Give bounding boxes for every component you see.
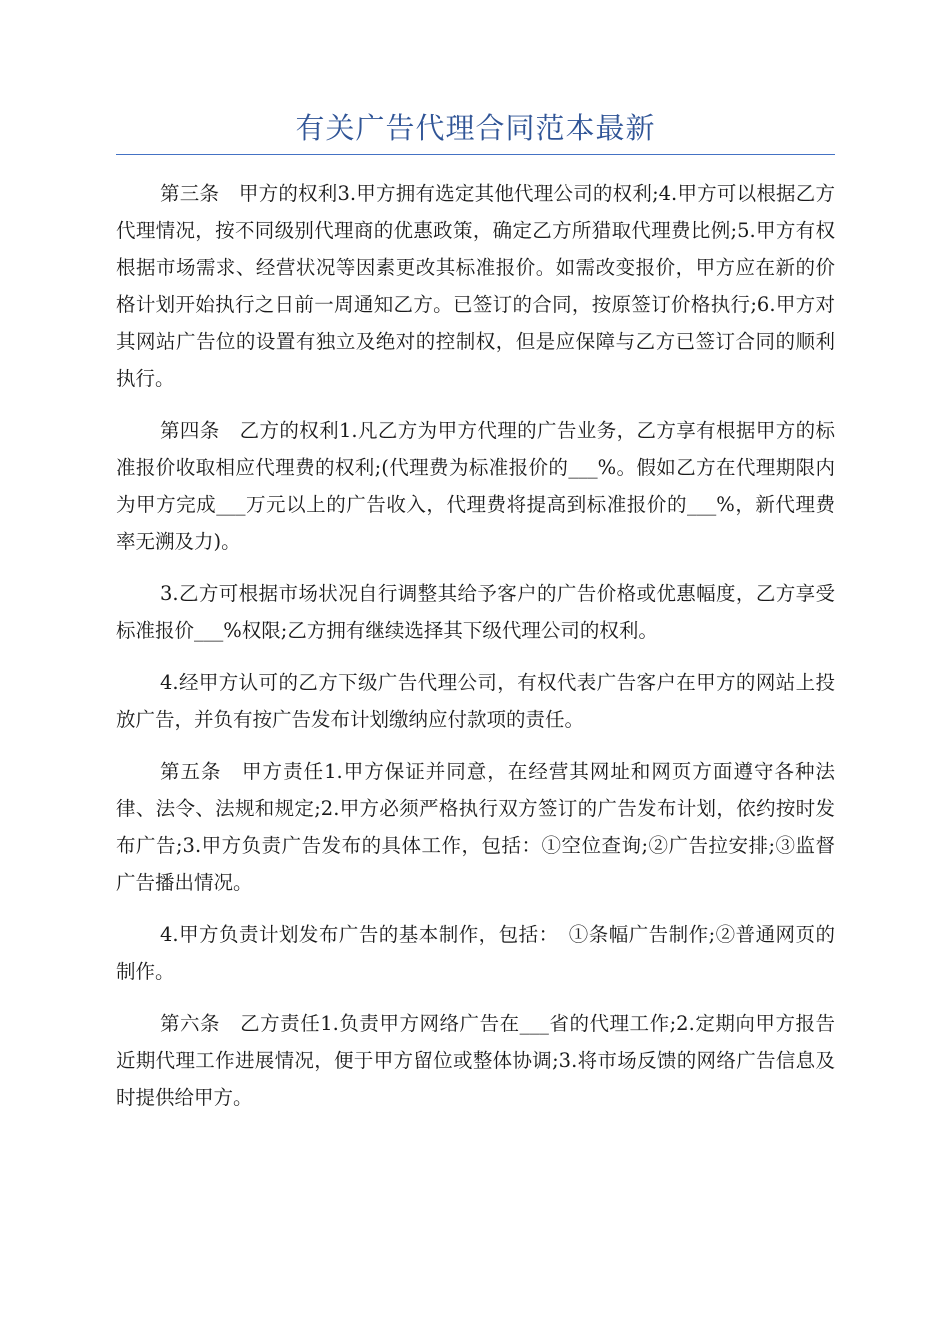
paragraph-article-4-item-4: 4.经甲方认可的乙方下级广告代理公司，有权代表广告客户在甲方的网站上投放广告，并负有按广告发布计划缴纳应付款项的责任。	[116, 671, 835, 731]
paragraph-article-5: 第五条 甲方责任1.甲方保证并同意，在经营其网址和网页方面遵守各种法律、法令、法规和规定;2.甲方必须严格执行双方签订的广告发布计划，依约按时发布广告;3.甲方负责广告发布的具体工作，包括：①空位查询;②广告拉安排;③监督广告播出情况。	[116, 760, 835, 894]
document-page	[116, 108, 835, 1131]
paragraph-article-6: 第六条 乙方责任1.负责甲方网络广告在___省的代理工作;2.定期向甲方报告近期代理工作进展情况，便于甲方留位或整体协调;3.将市场反馈的网络广告信息及时提供给甲方。	[116, 1012, 835, 1109]
paragraph-article-5-item-4: 4.甲方负责计划发布广告的基本制作，包括： ①条幅广告制作;②普通网页的制作。	[116, 923, 835, 983]
document-title: 有关广告代理合同范本最新	[295, 111, 656, 145]
paragraph-article-4: 第四条 乙方的权利1.凡乙方为甲方代理的广告业务，乙方享有根据甲方的标准报价收取相应代理费的权利;(代理费为标准报价的___%。假如乙方在代理期限内为甲方完成___万元以上的广告收入，代理费将提高到标准报价的___%，新代理费率无溯及力)。	[116, 419, 835, 553]
paragraph-article-4-item-3: 3.乙方可根据市场状况自行调整其给予客户的广告价格或优惠幅度，乙方享受标准报价___%权限;乙方拥有继续选择其下级代理公司的权利。	[116, 582, 835, 642]
title-underline	[116, 154, 835, 155]
paragraph-article-3: 第三条 甲方的权利3.甲方拥有选定其他代理公司的权利;4.甲方可以根据乙方代理情况，按不同级别代理商的优惠政策，确定乙方所猎取代理费比例;5.甲方有权根据市场需求、经营状况等因素更改其标准报价。如需改变报价，甲方应在新的价格计划开始执行之日前一周通知乙方。已签订的合同，按原签订价格执行;6.甲方对其网站广告位的设置有独立及绝对的控制权，但是应保障与乙方已签订合同的顺利执行。	[116, 182, 835, 390]
